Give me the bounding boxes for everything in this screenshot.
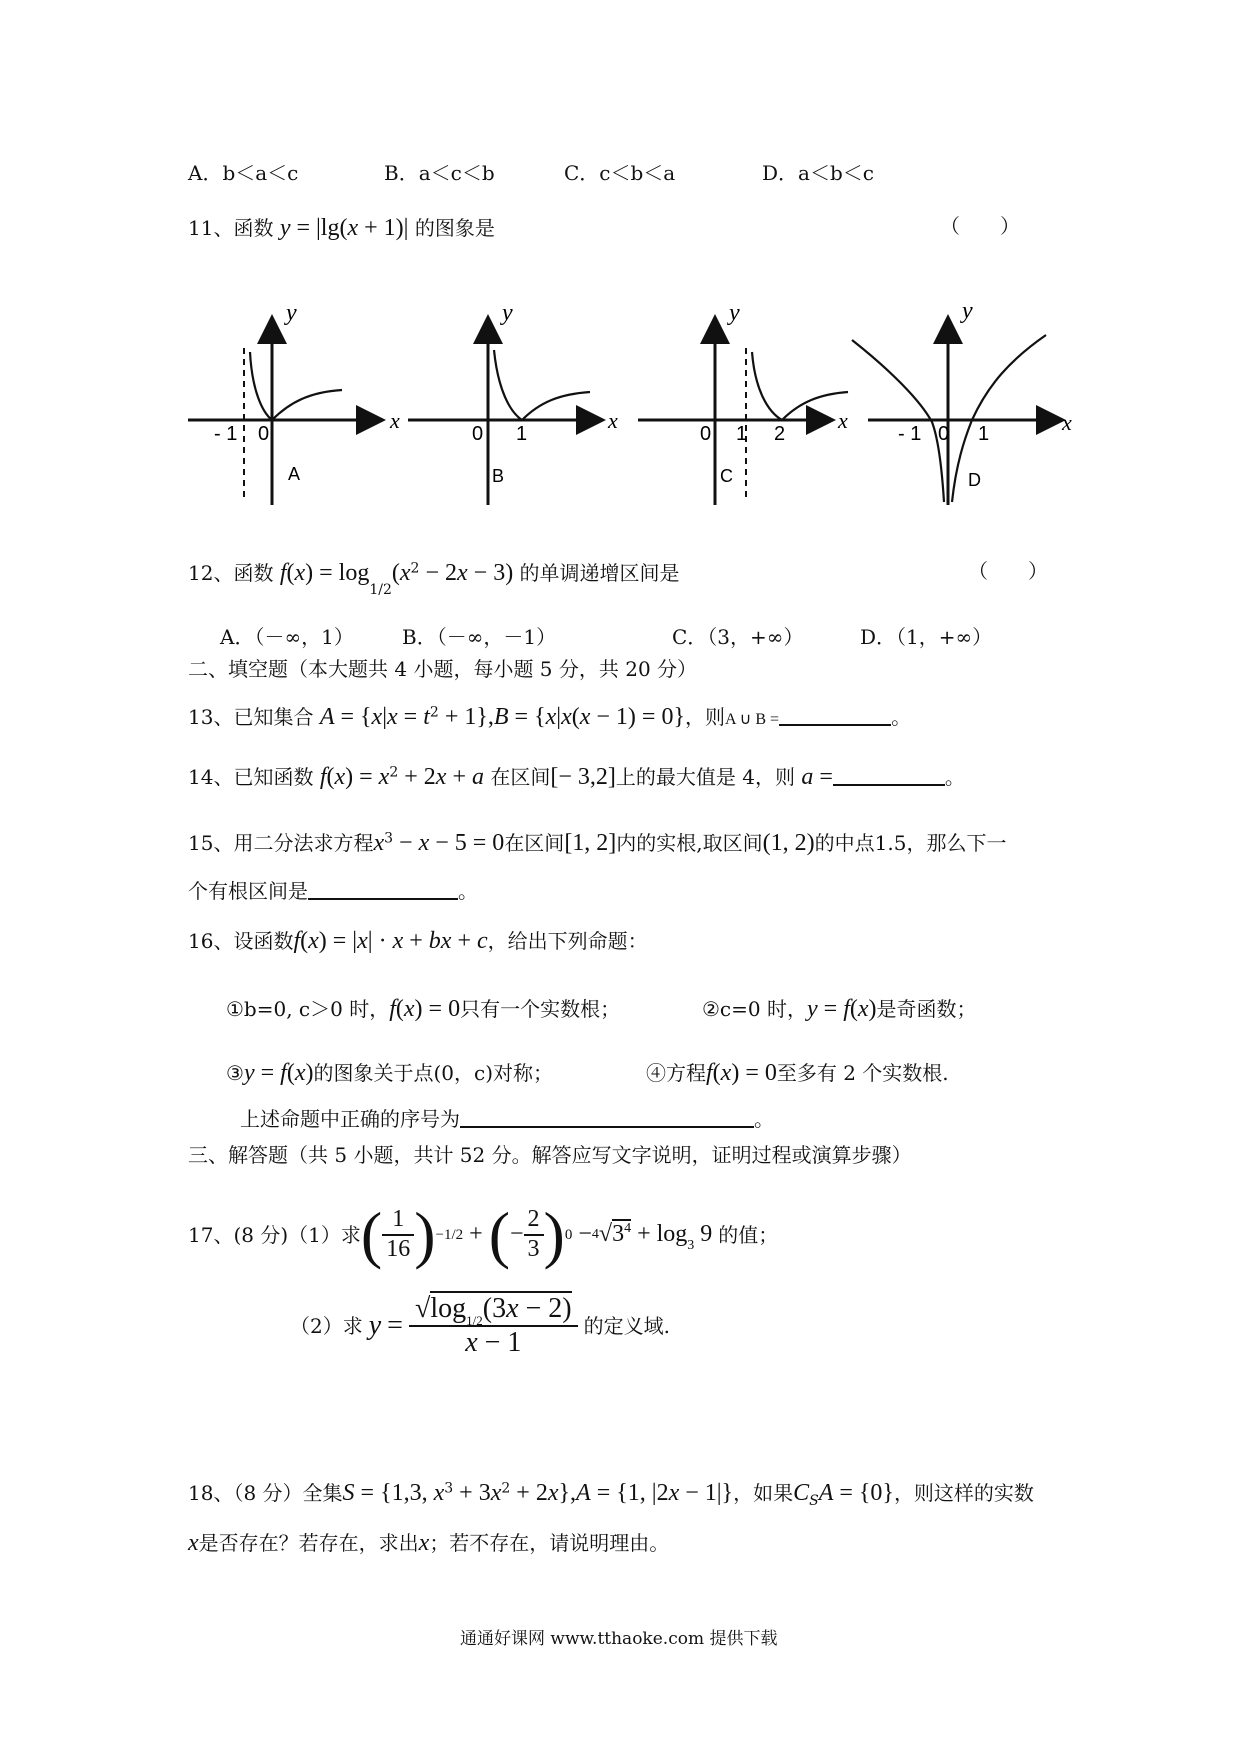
q11-answer-bracket: （ ） (940, 214, 1020, 238)
graph-a-x-label: x (390, 408, 400, 433)
q15-line2: 个有根区间是 。 (188, 879, 478, 903)
graph-a-y-label: y (286, 300, 297, 326)
q12-stem: 12、函数 $f(x) = \log_{1/2}(x^2 - 2x - 3)$ 的单调递增区间是 (188, 560, 680, 598)
q15-answer-blank[interactable] (308, 898, 458, 900)
q14: 14、已知函数 $f(x) = x^2 + 2x + a$ 在区间[− 3,2]上的最大值是 4，则 a = 。 (188, 764, 965, 790)
q12-answer-bracket: （ ） (968, 559, 1048, 583)
q16-answer-blank[interactable] (460, 1126, 754, 1128)
graph-c-label: C (720, 466, 733, 486)
q12-option-a: A．（－∞，1） (220, 625, 354, 649)
q10-option-a: A．b＜a＜c (188, 161, 299, 185)
q15: 15、用二分法求方程$x^3 - x - 5 = 0$在区间[1, 2]内的实根,取区间(1, 2)的中点1.5，那么下一 (188, 830, 1007, 856)
graph-b (408, 300, 618, 505)
q17-part1: 17、(8 分)（1）求 ( $\frac{1}{16}$ ) −1/2 + ( − $\frac{2}{3}$ ) 0 − 4 $√3^4$ + $\log_3 9$ 的值； (188, 1199, 779, 1270)
q12-number: 12、函数 (188, 561, 274, 585)
section-2-heading: 二、填空题（本大题共 4 小题，每小题 5 分，共 20 分） (188, 657, 698, 681)
graph-d-label: D (968, 470, 981, 490)
graph-b-label: B (492, 466, 505, 486)
graph-d-y-label: y (962, 298, 973, 324)
graph-b-x-label: x (608, 408, 618, 433)
graph-a-tick-neg1: - 1 (214, 423, 238, 445)
q10-option-c: C．c＜b＜a (564, 161, 676, 185)
q11-formula: y (279, 215, 291, 241)
q12-option-b: B．（－∞，－1） (402, 625, 557, 649)
q10-option-d: D．a＜b＜c (762, 161, 874, 185)
q16-proposition-3: ③y = f(x)的图象关于点(0，c)对称； (226, 1060, 553, 1086)
q10-option-b: B．a＜c＜b (384, 161, 495, 185)
graph-d-x-label: x (1062, 410, 1072, 435)
q13-answer-blank[interactable] (779, 724, 891, 726)
graph-d-tick-0: 0 (938, 423, 950, 445)
q12-tail: 的单调递增区间是 (519, 561, 680, 585)
footer-source: 通通好课网 www.tthaoke.com 提供下载 (460, 1629, 778, 1649)
q16-conclusion: 上述命题中正确的序号为 。 (240, 1107, 774, 1131)
graph-d (852, 298, 1072, 505)
graph-b-tick-0: 0 (472, 423, 484, 445)
q18-line2: x是否存在？若存在，求出x；若不存在，请说明理由。 (188, 1530, 670, 1556)
q12-option-c: C．（3，+∞） (672, 625, 804, 649)
graph-d-tick-1: 1 (978, 423, 990, 445)
q18: 18、（8 分）全集S = {1,3, $x^3 + 3x^2 + 2x\},A = \{1$, |2x − 1|}，如果$C_SA = \{0\}$，则这样的实数 (188, 1480, 1034, 1509)
graph-a (188, 300, 400, 505)
q11-stem: 11、函数 y = |lg(x + 1)| 的图象是 (188, 215, 495, 241)
q17-part2: （2）求 y = $\frac{√\log_{1/2}(3x - 2)}{x - 1}$ 的定义域. (290, 1292, 670, 1358)
graph-a-label: A (288, 464, 301, 484)
graph-c-tick-2: 2 (774, 423, 786, 445)
graph-c-tick-0: 0 (700, 423, 712, 445)
graph-c-tick-1: 1 (736, 423, 748, 445)
graph-c-x-label: x (838, 408, 848, 433)
q16-proposition-2: ②c=0 时，y = f(x)是奇函数； (702, 996, 977, 1022)
q16-stem: 16、设函数f(x) = |x| · x + bx + c，给出下列命题： (188, 928, 648, 954)
q11-tail: 的图象是 (414, 216, 495, 240)
graph-c-y-label: y (729, 300, 740, 326)
graph-a-tick-0: 0 (258, 423, 270, 445)
q14-answer-blank[interactable] (833, 784, 945, 786)
graph-c (638, 300, 848, 505)
section-3-heading: 三、解答题（共 5 小题，共计 52 分。解答应写文字说明，证明过程或演算步骤） (188, 1143, 912, 1167)
graph-d-tick-neg1: - 1 (898, 423, 922, 445)
q13: 13、已知集合 $A = \{x|x = t^2 + 1\},B = \{x|x(x - 1) = 0\}$，则A ∪ B = 。 (188, 704, 912, 730)
graph-b-y-label: y (502, 300, 513, 326)
graph-b-tick-1: 1 (516, 423, 528, 445)
q16-proposition-1: ①b=0, c＞0 时，f(x) = 0只有一个实数根； (226, 996, 621, 1022)
q16-proposition-4: ④方程f(x) = 0至多有 2 个实数根. (646, 1060, 949, 1086)
q11-graphs (180, 290, 1100, 520)
q11-number: 11、函数 (188, 216, 274, 240)
q12-option-d: D．（1，+∞） (860, 625, 993, 649)
